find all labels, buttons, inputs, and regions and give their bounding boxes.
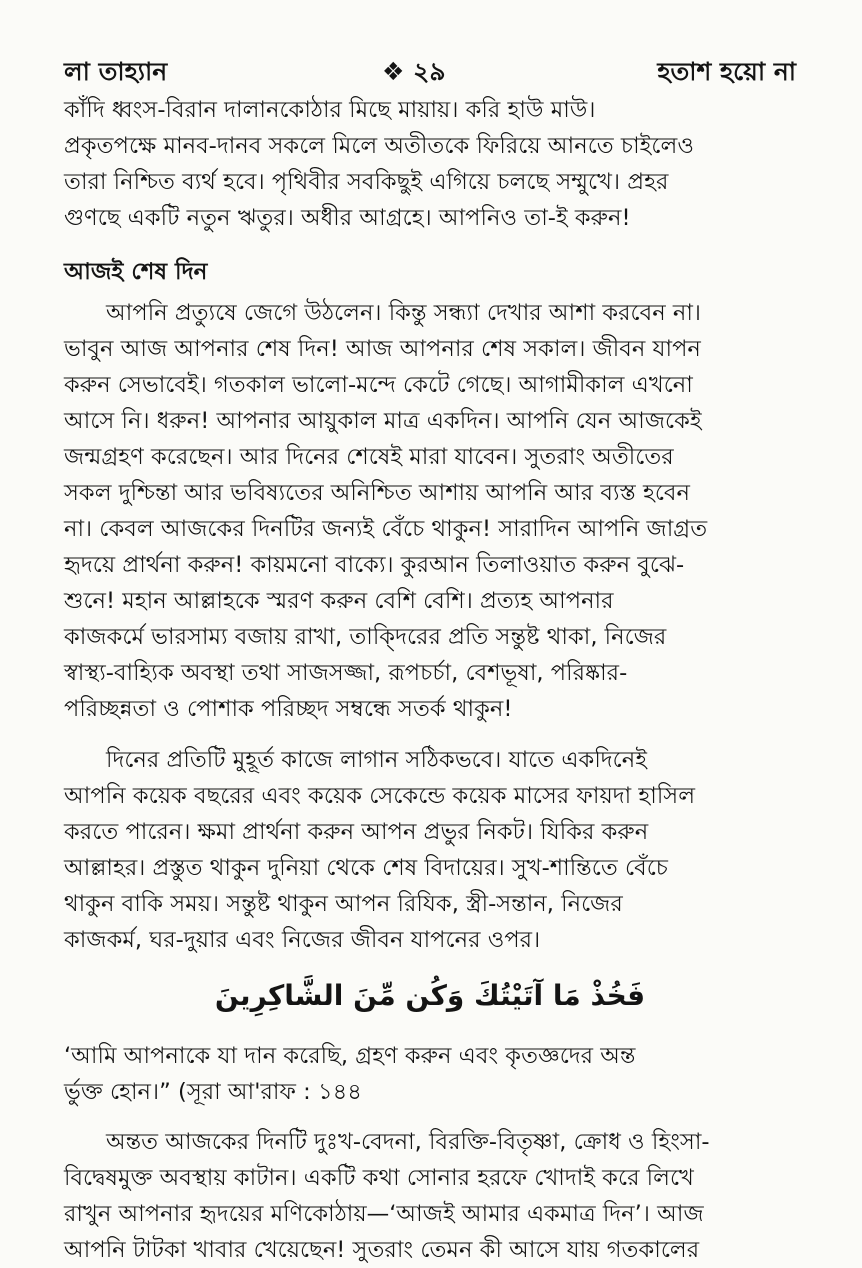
text-line: হৃদয়ে প্রার্থনা করুন! কায়মনো বাক্যে। কুরআন তিলাওয়াত করুন বুঝে-: [64, 552, 685, 578]
text-line: র্ভুক্ত হোন।” (সূরা আ'রাফ : ১৪৪: [64, 1079, 362, 1105]
text-line: কাজকর্ম, ঘর-দুয়ার এবং নিজের জীবন যাপনের ওপর।: [64, 927, 541, 953]
text-line: থাকুন বাকি সময়। সন্তুষ্ট থাকুন আপন রিযিক, স্ত্রী-সন্তান, নিজের: [64, 891, 623, 917]
text-line: ভাবুন আজ আপনার শেষ দিন! আজ আপনার শেষ সকাল। জীবন যাপন: [64, 336, 701, 362]
text-line: আল্লাহর। প্রস্তুত থাকুন দুনিয়া থেকে শেষ বিদায়ের। সুখ-শান্তিতে বেঁচে: [64, 855, 668, 881]
text-line: পরিচ্ছন্নতা ও পোশাক পরিচ্ছদ সম্বন্ধে সতর্ক থাকুন!: [64, 696, 513, 722]
text-line: গুণছে একটি নতুন ঋতুর। অধীর আগ্রহে। আপনিও তা-ই করুন!: [64, 205, 631, 231]
section-heading: আজই শেষ দিন: [64, 259, 208, 285]
text-line: তারা নিশ্চিত ব্যর্থ হবে। পৃথিবীর সবকিছুই এগিয়ে চলছে সম্মুখে। প্রহর: [64, 169, 669, 195]
book-title: লা তাহ্যান: [64, 57, 168, 86]
page-header: [64, 52, 796, 92]
text-line: শুনে! মহান আল্লাহকে স্মরণ করুন বেশি বেশি। প্রত্যহ আপনার: [64, 588, 614, 614]
text-line: আসে নি। ধরুন! আপনার আয়ুকাল মাত্র একদিন। আপনি যেন আজকেই: [64, 408, 702, 434]
text-line: অন্তত আজকের দিনটি দুঃখ-বেদনা, বিরক্তি-বিতৃষ্ণা, ক্রোধ ও হিংসা-: [106, 1129, 710, 1155]
chapter-title: হতাশ হয়ো না: [657, 57, 796, 86]
arabic-verse: فَخُذْ مَا آتَيْتُكَ وَكُن مِّنَ الشَّاكِرِينَ: [214, 979, 646, 1012]
text-line: করুন সেভাবেই। গতকাল ভালো-মন্দে কেটে গেছে। আগামীকাল এখনো: [64, 372, 693, 398]
text-line: না। কেবল আজকের দিনটির জন্যই বেঁচে থাকুন! সারাদিন আপনি জাগ্রত: [64, 516, 708, 542]
text-line: জন্মগ্রহণ করেছেন। আর দিনের শেষেই মারা যাবেন। সুতরাং অতীতের: [64, 444, 674, 470]
text-line: দিনের প্রতিটি মুহূর্ত কাজে লাগান সঠিকভবে। যাতে একদিনেই: [106, 747, 647, 773]
text-line: আপনি কয়েক বছরের এবং কয়েক সেকেন্ডে কয়েক মাসের ফায়দা হাসিল: [64, 783, 696, 809]
page-number: ❖ ২৯: [382, 57, 446, 86]
text-line: কাজকর্মে ভারসাম্য বজায় রাখা, তাক্দিরের প্রতি সন্তুষ্ট থাকা, নিজের: [64, 624, 667, 650]
text-line: সকল দুশ্চিন্তা আর ভবিষ্যতের অনিশ্চিত আশায় আপনি আর ব্যস্ত হবেন: [64, 480, 690, 506]
text-line: রাখুন আপনার হৃদয়ের মণিকোঠায়—‘আজই আমার একমাত্র দিন’। আজ: [64, 1201, 704, 1227]
text-line: আপনি টাটকা খাবার খেয়েছেন! সুতরাং তেমন কী আসে যায় গতকালের: [64, 1237, 700, 1263]
text-line: প্রকৃতপক্ষে মানব-দানব সকলে মিলে অতীতকে ফিরিয়ে আনতে চাইলেও: [64, 133, 694, 159]
text-line: আপনি প্রত্যুষে জেগে উঠলেন। কিন্তু সন্ধ্যা দেখার আশা করবেন না।: [106, 300, 701, 326]
text-line: বিদ্বেষমুক্ত অবস্থায় কাটান। একটি কথা সোনার হরফে খোদাই করে লিখে: [64, 1165, 694, 1191]
text-line: করতে পারেন। ক্ষমা প্রার্থনা করুন আপন প্রভুর নিকট। যিকির করুন: [64, 819, 649, 845]
text-line: স্বাস্থ্য-বাহ্যিক অবস্থা তথা সাজসজ্জা, রূপচর্চা, বেশভূষা, পরিষ্কার-: [64, 660, 628, 686]
text-line: কাঁদি ধ্বংস-বিরান দালানকোঠার মিছে মায়ায়। করি হাউ মাউ।: [64, 97, 596, 123]
text-line: ‘আমি আপনাকে যা দান করেছি, গ্রহণ করুন এবং কৃতজ্ঞদের অন্ত: [64, 1043, 636, 1069]
